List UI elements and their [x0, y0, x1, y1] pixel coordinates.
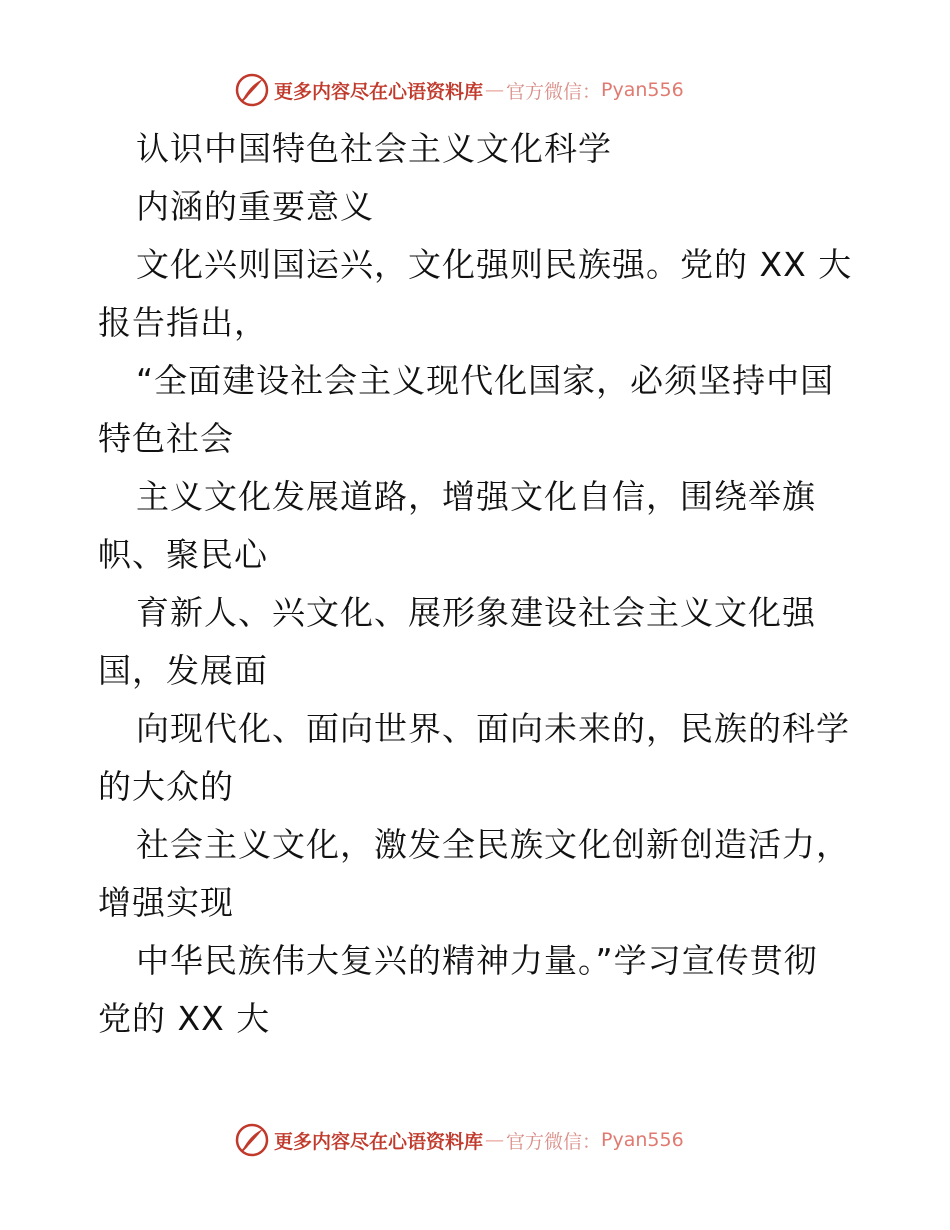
footer-wechat-id: Pyan556: [601, 1129, 684, 1151]
document-body: [98, 120, 858, 1048]
paragraph-line: 特色社会: [98, 419, 234, 458]
paragraph-line: 文化兴则国运兴，文化强则民族强。党的 XX 大: [136, 245, 853, 284]
feather-pen-logo-icon: [234, 72, 270, 108]
header-wechat-label: 官方微信：: [506, 80, 602, 103]
footer-separator: —: [485, 1129, 505, 1151]
feather-pen-logo-icon: [234, 1122, 270, 1158]
paragraph-line: 育新人、兴文化、展形象建设社会主义文化强: [136, 593, 816, 632]
paragraph-line: 向现代化、面向世界、面向未来的，民族的科学: [136, 709, 850, 748]
header-promo-text: 更多内容尽在心语资料库: [274, 80, 484, 103]
paragraph-line: 党的 XX 大: [98, 999, 271, 1038]
header-separator: —: [485, 79, 505, 101]
paragraph-line: 社会主义文化，激发全民族文化创新创造活力，: [136, 825, 850, 864]
footer-wechat-label: 官方微信：: [506, 1130, 602, 1153]
paragraph-line: 的大众的: [98, 767, 234, 806]
paragraph-line: 增强实现: [98, 883, 234, 922]
footer-promo-text: 更多内容尽在心语资料库: [274, 1130, 484, 1153]
paragraph-line: 国，发展面: [98, 651, 268, 690]
header-banner: [234, 72, 734, 108]
paragraph-line: 帜、聚民心: [98, 535, 268, 574]
paragraph-line: 主义文化发展道路，增强文化自信，围绕举旗: [136, 477, 816, 516]
paragraph-line: 中华民族伟大复兴的精神力量。”学习宣传贯彻: [136, 941, 818, 980]
title-line-1: 认识中国特色社会主义文化科学: [136, 129, 612, 168]
footer-banner: [234, 1122, 734, 1158]
title-line-2: 内涵的重要意义: [136, 187, 374, 226]
paragraph-line: 报告指出，: [98, 303, 268, 342]
paragraph-line: “全面建设社会主义现代化国家，必须坚持中国: [136, 361, 835, 400]
header-wechat-id: Pyan556: [601, 79, 684, 101]
